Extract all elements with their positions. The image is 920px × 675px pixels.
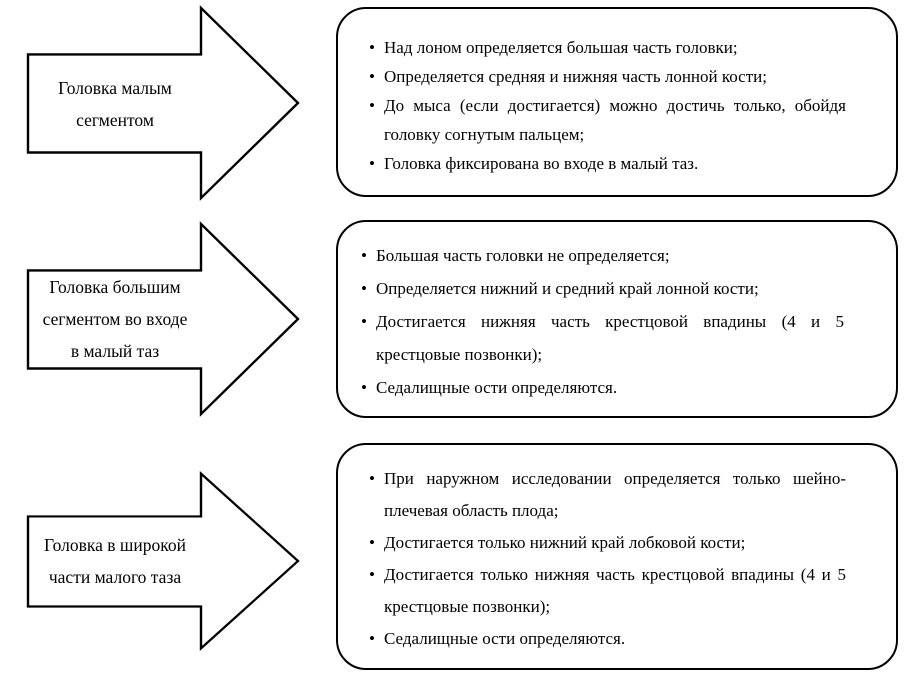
bullet-list (338, 445, 896, 655)
bullet-item: • Достигается только нижний край лобковой кости; (384, 527, 846, 559)
arrow-label-stage-1 (30, 54, 200, 153)
stage-box-1 (336, 7, 898, 197)
bullet-item: • При наружном исследовании определяется только шейно-плечевая область плода; (384, 463, 846, 527)
arrow-label-line: Головка малым (58, 77, 172, 98)
arrow-label-stage-3 (30, 515, 200, 607)
bullet-item: • Достигается только нижняя часть крестцовой впадины (4 и 5 крестцовые позвонки); (384, 559, 846, 623)
bullet-item: • Над лоном определяется большая часть головки; (384, 33, 846, 62)
stage-box-3 (336, 443, 898, 670)
bullet-item: • Седалищные ости определяются. (384, 623, 846, 655)
arrow-label-stage-2 (30, 268, 200, 370)
stage-box-2 (336, 220, 898, 418)
arrow-label-line: сегментом (76, 109, 154, 130)
bullet-item: • До мыса (если достигается) можно достичь только, обойдя головку согнутым пальцем; (384, 91, 846, 149)
bullet-item: • Большая часть головки не определяется; (376, 239, 844, 272)
bullet-list (338, 9, 896, 178)
bullet-item: • Определяется средняя и нижняя часть лонной кости; (384, 62, 846, 91)
arrow-label-line: Головка большим (49, 277, 181, 297)
bullet-item: • Определяется нижний и средний край лонной кости; (376, 272, 844, 305)
bullet-list (338, 222, 896, 404)
arrow-label-line: в малый таз (70, 341, 160, 361)
arrow-label-line: Головка в широкой (44, 535, 186, 555)
bullet-item: • Седалищные ости определяются. (376, 371, 844, 404)
bullet-item: • Достигается нижняя часть крестцовой впадины (4 и 5 крестцовые позвонки); (376, 305, 844, 371)
arrow-label-line: части малого таза (48, 567, 182, 587)
bullet-item: • Головка фиксирована во входе в малый таз. (384, 149, 846, 178)
arrow-label-line: сегментом во входе (42, 309, 188, 329)
